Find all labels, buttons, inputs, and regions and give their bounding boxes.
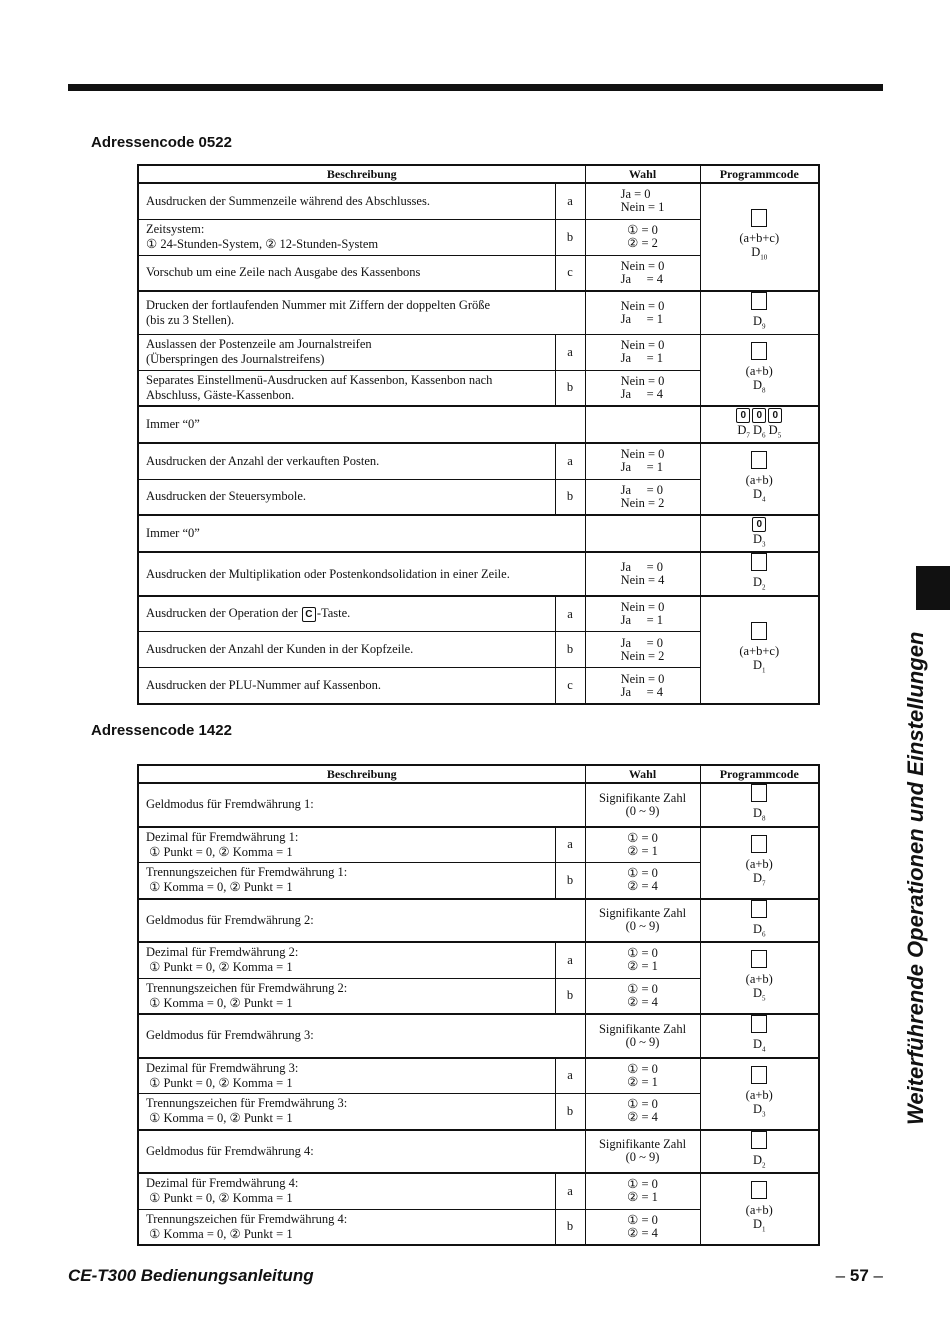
row-description: Zeitsystem: ① 24-Stunden-System, ② 12-Stunden-System bbox=[138, 219, 555, 255]
row-choice: ① = 0 ② = 1 bbox=[585, 1058, 700, 1094]
table-row bbox=[138, 783, 819, 827]
row-letter: b bbox=[555, 632, 585, 668]
program-code-cell: (a+b) $D_3$ bbox=[700, 1058, 819, 1130]
row-choice: Ja = 0 Nein = 2 bbox=[585, 479, 700, 515]
code-input-box bbox=[751, 209, 767, 227]
table-row bbox=[138, 1058, 819, 1094]
row-letter: c bbox=[555, 668, 585, 704]
code-input-box bbox=[751, 835, 767, 853]
side-chapter-label: Weiterführende Operationen und Einstellungen bbox=[903, 631, 928, 1125]
row-choice: Nein = 0 Ja = 1 bbox=[585, 596, 700, 632]
row-choice: Signifikante Zahl (0 ~ 9) bbox=[585, 1014, 700, 1058]
program-code-d10: (a+b+c) $D_{10}$ bbox=[700, 183, 819, 291]
program-code-d9: $D_9$ bbox=[700, 291, 819, 334]
program-code-d7-d5: 0 0 0 $D_7$ $D_6$ $D_5$ bbox=[700, 406, 819, 443]
table-row bbox=[138, 443, 819, 479]
table-row bbox=[138, 1130, 819, 1174]
section-title-0522: Adressencode 0522 bbox=[91, 134, 232, 151]
table-row bbox=[138, 552, 819, 596]
row-choice: Nein = 0 Ja = 1 bbox=[585, 334, 700, 370]
table-row bbox=[138, 899, 819, 943]
fixed-digit-box: 0 bbox=[752, 517, 766, 532]
row-description: Immer “0” bbox=[138, 406, 585, 443]
header-wahl: Wahl bbox=[585, 165, 700, 183]
row-letter: b bbox=[555, 219, 585, 255]
side-tab-marker bbox=[916, 566, 950, 610]
program-code-cell: $D_2$ bbox=[700, 1130, 819, 1174]
row-description: Dezimal für Fremdwährung 3: ① Punkt = 0, ② Komma = 1 bbox=[138, 1058, 555, 1094]
row-description: Ausdrucken der Multiplikation oder Postenkondsolidation in einer Zeile. bbox=[138, 552, 585, 596]
code-input-box bbox=[751, 900, 767, 918]
row-choice: ① = 0 ② = 2 bbox=[585, 219, 700, 255]
table-row bbox=[138, 596, 819, 632]
fixed-digit-box: 0 bbox=[752, 408, 766, 423]
row-letter: b bbox=[555, 370, 585, 406]
code-input-box bbox=[751, 1066, 767, 1084]
table-row bbox=[138, 1173, 819, 1209]
row-letter: b bbox=[555, 1209, 585, 1245]
table-row bbox=[138, 334, 819, 370]
code-input-box bbox=[751, 950, 767, 968]
row-choice: ① = 0 ② = 4 bbox=[585, 978, 700, 1014]
row-choice: Ja = 0 Nein = 1 bbox=[585, 183, 700, 219]
row-description: Dezimal für Fremdwährung 2: ① Punkt = 0, ② Komma = 1 bbox=[138, 942, 555, 978]
code-input-box bbox=[751, 553, 767, 571]
table-0522 bbox=[137, 164, 820, 705]
row-choice: Nein = 0 Ja = 1 bbox=[585, 291, 700, 334]
program-code-d4: (a+b) $D_4$ bbox=[700, 443, 819, 515]
code-input-box bbox=[751, 1131, 767, 1149]
table-row bbox=[138, 183, 819, 219]
row-description: Ausdrucken der Anzahl der Kunden in der Kopfzeile. bbox=[138, 632, 555, 668]
row-letter: a bbox=[555, 183, 585, 219]
header-programmcode: Programmcode bbox=[700, 165, 819, 183]
table-row bbox=[138, 827, 819, 863]
row-description: Ausdrucken der Steuersymbole. bbox=[138, 479, 555, 515]
row-choice: Ja = 0 Nein = 2 bbox=[585, 632, 700, 668]
row-description: Ausdrucken der Anzahl der verkauften Posten. bbox=[138, 443, 555, 479]
row-letter: b bbox=[555, 1094, 585, 1130]
program-code-d1: (a+b+c) $D_1$ bbox=[700, 596, 819, 704]
program-code-cell: $D_4$ bbox=[700, 1014, 819, 1058]
program-code-cell: $D_6$ bbox=[700, 899, 819, 943]
row-choice: Signifikante Zahl (0 ~ 9) bbox=[585, 1130, 700, 1174]
row-choice: ① = 0 ② = 1 bbox=[585, 827, 700, 863]
program-code-cell: (a+b) $D_7$ bbox=[700, 827, 819, 899]
section-title-1422: Adressencode 1422 bbox=[91, 722, 232, 739]
row-description: Trennungszeichen für Fremdwährung 3: ① Komma = 0, ② Punkt = 1 bbox=[138, 1094, 555, 1130]
row-letter: a bbox=[555, 827, 585, 863]
footer-manual-title: CE-T300 Bedienungsanleitung bbox=[68, 1266, 314, 1285]
header-wahl: Wahl bbox=[585, 765, 700, 783]
row-letter: b bbox=[555, 978, 585, 1014]
code-input-box bbox=[751, 784, 767, 802]
header-beschreibung: Beschreibung bbox=[138, 165, 585, 183]
top-rule bbox=[68, 84, 883, 91]
table-row bbox=[138, 406, 819, 443]
row-description: Dezimal für Fremdwährung 4: ① Punkt = 0, ② Komma = 1 bbox=[138, 1173, 555, 1209]
row-description: Geldmodus für Fremdwährung 2: bbox=[138, 899, 585, 943]
table-1422 bbox=[137, 764, 820, 1246]
row-letter: a bbox=[555, 942, 585, 978]
row-choice: Signifikante Zahl (0 ~ 9) bbox=[585, 783, 700, 827]
row-choice: Ja = 0 Nein = 4 bbox=[585, 552, 700, 596]
row-description: Vorschub um eine Zeile nach Ausgabe des Kassenbons bbox=[138, 255, 555, 291]
header-beschreibung: Beschreibung bbox=[138, 765, 585, 783]
row-letter: a bbox=[555, 334, 585, 370]
row-choice: Nein = 0 Ja = 4 bbox=[585, 668, 700, 704]
row-choice: ① = 0 ② = 4 bbox=[585, 1094, 700, 1130]
program-code-d8: (a+b) $D_8$ bbox=[700, 334, 819, 406]
fixed-digit-box: 0 bbox=[736, 408, 750, 423]
row-choice: Nein = 0 Ja = 4 bbox=[585, 370, 700, 406]
row-description: Trennungszeichen für Fremdwährung 4: ① Komma = 0, ② Punkt = 1 bbox=[138, 1209, 555, 1245]
program-code-d2: $D_2$ bbox=[700, 552, 819, 596]
row-letter: a bbox=[555, 1173, 585, 1209]
table-row bbox=[138, 942, 819, 978]
code-input-box bbox=[751, 342, 767, 360]
row-description: Ausdrucken der PLU-Nummer auf Kassenbon. bbox=[138, 668, 555, 704]
code-input-box bbox=[751, 1181, 767, 1199]
header-programmcode: Programmcode bbox=[700, 765, 819, 783]
table-row bbox=[138, 291, 819, 334]
row-choice: ① = 0 ② = 1 bbox=[585, 1173, 700, 1209]
row-description: Geldmodus für Fremdwährung 1: bbox=[138, 783, 585, 827]
code-input-box bbox=[751, 1015, 767, 1033]
row-letter: b bbox=[555, 863, 585, 899]
program-code-d3: 0 $D_3$ bbox=[700, 515, 819, 552]
table-row bbox=[138, 1014, 819, 1058]
row-choice: ① = 0 ② = 4 bbox=[585, 863, 700, 899]
program-code-cell: (a+b) $D_1$ bbox=[700, 1173, 819, 1245]
row-description: Geldmodus für Fremdwährung 3: bbox=[138, 1014, 585, 1058]
row-letter: a bbox=[555, 1058, 585, 1094]
code-input-box bbox=[751, 451, 767, 469]
row-letter: b bbox=[555, 479, 585, 515]
table-row bbox=[138, 515, 819, 552]
row-choice: Signifikante Zahl (0 ~ 9) bbox=[585, 899, 700, 943]
program-code-cell: $D_8$ bbox=[700, 783, 819, 827]
code-input-box bbox=[751, 622, 767, 640]
row-description: Trennungszeichen für Fremdwährung 2: ① Komma = 0, ② Punkt = 1 bbox=[138, 978, 555, 1014]
row-letter: a bbox=[555, 443, 585, 479]
fixed-digit-box: 0 bbox=[768, 408, 782, 423]
c-key-icon: C bbox=[302, 607, 316, 622]
row-description: Immer “0” bbox=[138, 515, 585, 552]
code-input-box bbox=[751, 292, 767, 310]
row-description: Ausdrucken der Summenzeile während des Abschlusses. bbox=[138, 183, 555, 219]
program-code-cell: (a+b) $D_5$ bbox=[700, 942, 819, 1014]
row-letter: a bbox=[555, 596, 585, 632]
footer-page-number: – 57 – bbox=[835, 1266, 883, 1285]
row-description: Trennungszeichen für Fremdwährung 1: ① Komma = 0, ② Punkt = 1 bbox=[138, 863, 555, 899]
row-description: Auslassen der Postenzeile am Journalstreifen (Überspringen des Journalstreifens) bbox=[138, 334, 555, 370]
row-description: Geldmodus für Fremdwährung 4: bbox=[138, 1130, 585, 1174]
row-description: Separates Einstellmenü-Ausdrucken auf Kassenbon, Kassenbon nach Abschluss, Gäste-Kassenbon. bbox=[138, 370, 555, 406]
row-choice bbox=[585, 406, 700, 443]
row-choice: ① = 0 ② = 1 bbox=[585, 942, 700, 978]
row-choice: Nein = 0 Ja = 1 bbox=[585, 443, 700, 479]
row-description: Dezimal für Fremdwährung 1: ① Punkt = 0, ② Komma = 1 bbox=[138, 827, 555, 863]
row-choice bbox=[585, 515, 700, 552]
row-choice: Nein = 0 Ja = 4 bbox=[585, 255, 700, 291]
row-letter: c bbox=[555, 255, 585, 291]
row-choice: ① = 0 ② = 4 bbox=[585, 1209, 700, 1245]
row-description: Ausdrucken der Operation der C -Taste. bbox=[138, 596, 555, 632]
row-description: Drucken der fortlaufenden Nummer mit Ziffern der doppelten Größe (bis zu 3 Stellen). bbox=[138, 291, 585, 334]
